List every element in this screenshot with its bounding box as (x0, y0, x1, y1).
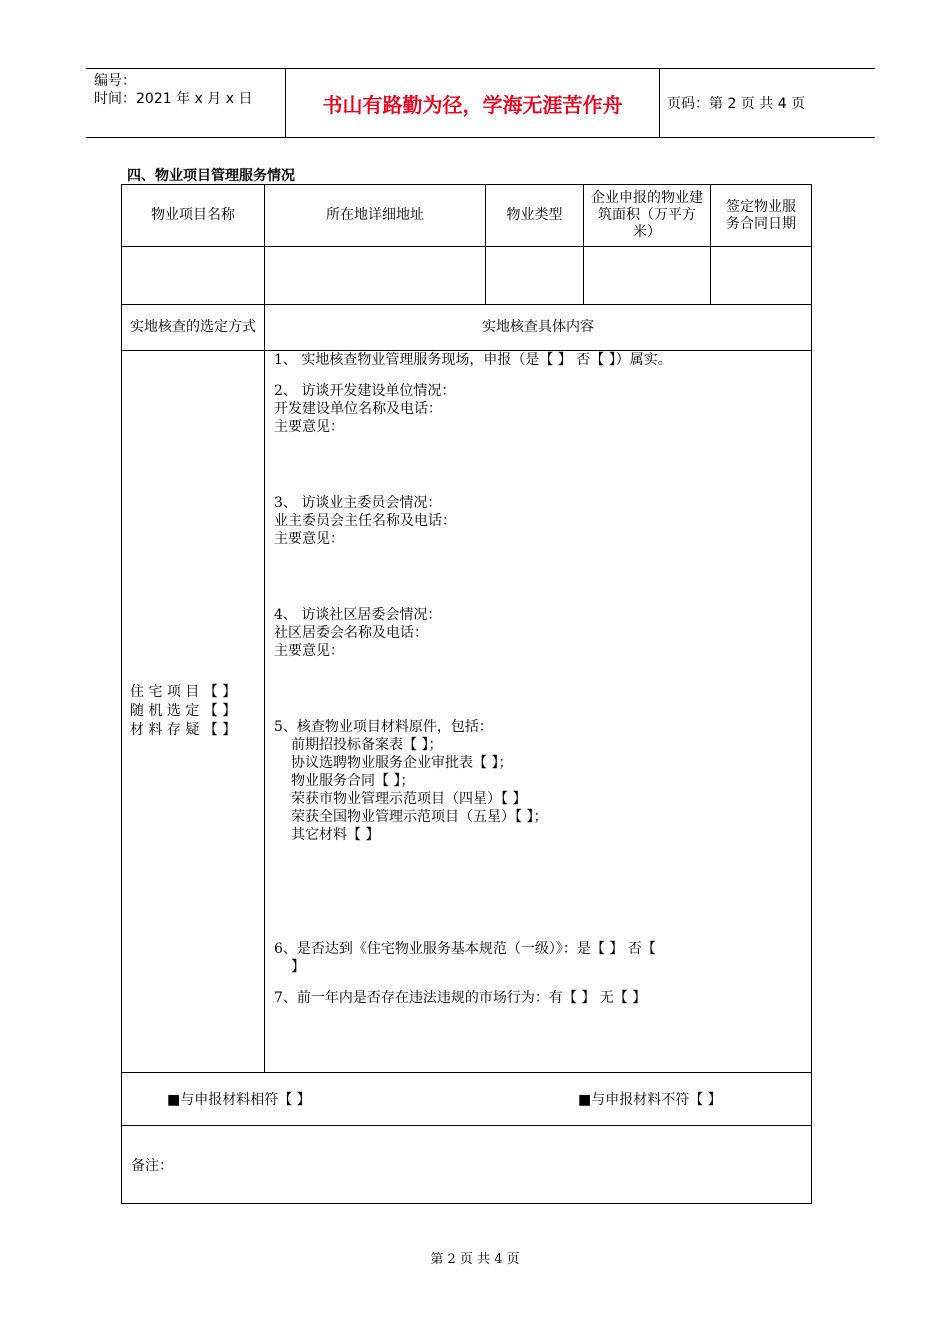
item-5-entry: 荣获市物业管理示范项目（四星）【 】 (291, 791, 527, 807)
remark-label: 备注： (131, 1157, 173, 1174)
section-title: 四、物业项目管理服务情况 (127, 168, 295, 184)
mismatch-option[interactable]: ■与申报材料不符【 】 (578, 1092, 722, 1108)
cell-contract-date-value[interactable] (711, 247, 812, 305)
item-3-line-2: 主要意见： (274, 531, 344, 547)
table-row (122, 247, 812, 305)
item-5-entry: 协议选聘物业服务企业审批表【 】； (291, 755, 513, 771)
col-header-contract-date: 签定物业服务合同日期 (711, 185, 812, 247)
selection-doubtful[interactable]: 材 料 存 疑 【 】 (130, 722, 237, 738)
item-2-line-2: 主要意见： (274, 419, 344, 435)
col-header-area: 企业申报的物业建筑面积（万平方米） (584, 185, 711, 247)
cell-area-value[interactable] (584, 247, 711, 305)
result-cell (122, 1073, 812, 1126)
col-header-address: 所在地详细地址 (265, 185, 486, 247)
table-header-row (122, 185, 812, 247)
page-footer: 第 2 页 共 4 页 (430, 1252, 520, 1267)
item-5-entry: 其它材料【 】 (291, 827, 380, 843)
item-4-line-2: 主要意见： (274, 643, 344, 659)
item-3-line-1: 业主委员会主任名称及电话： (274, 513, 456, 529)
col-header-name: 物业项目名称 (122, 185, 265, 247)
inspection-detail-row (122, 351, 812, 1073)
item-2-line-1: 开发建设单位名称及电话： (274, 401, 442, 417)
match-option[interactable]: ■与申报材料相符【 】 (167, 1092, 311, 1108)
property-service-table (121, 184, 812, 1204)
item-5-entry: 前期招投标备案表【 】； (291, 737, 443, 753)
page-header (86, 68, 875, 138)
cell-name-value[interactable] (122, 247, 265, 305)
inspect-content-header: 实地核查具体内容 (265, 305, 812, 351)
item-5-entry: 荣获全国物业管理示范项目（五星）【 】； (291, 809, 548, 825)
item-5-title: 5、核查物业项目材料原件，包括： (274, 719, 493, 735)
item-7: 7、前一年内是否存在违法违规的市场行为：有【 】 无【 】 (274, 990, 647, 1006)
page-number-label: 页码：第 2 页 共 4 页 (667, 96, 806, 112)
item-3-title: 3、 访谈业主委员会情况： (274, 495, 442, 511)
item-4-line-1: 社区居委会名称及电话： (274, 625, 428, 641)
item-1: 1、 实地核查物业管理服务现场，申报（是【 】 否【 】）属实。 (274, 352, 672, 368)
date-label: 时间：2021 年 x 月 x 日 (94, 91, 253, 107)
item-6: 6、是否达到《住宅物业服务基本规范（一级）》：是【 】 否【 (274, 941, 656, 957)
header-meta (86, 69, 285, 137)
code-label: 编号： (94, 73, 136, 89)
selection-random[interactable]: 随 机 选 定 【 】 (130, 703, 237, 719)
cell-type-value[interactable] (486, 247, 584, 305)
inspect-method-header: 实地核查的选定方式 (122, 305, 265, 351)
col-header-type: 物业类型 (486, 185, 584, 247)
header-motto: 书山有路勤为径，学海无涯苦作舟 (285, 69, 660, 137)
item-2-title: 2、 访谈开发建设单位情况： (274, 383, 456, 399)
inspection-header-row (122, 305, 812, 351)
result-row (122, 1073, 812, 1126)
remark-cell[interactable] (122, 1126, 812, 1204)
selection-residential[interactable]: 住 宅 项 目 【 】 (130, 684, 237, 700)
remark-row (122, 1126, 812, 1204)
selection-method-cell (122, 351, 265, 1073)
inspection-content-cell (265, 351, 812, 1073)
item-4-title: 4、 访谈社区居委会情况： (274, 607, 442, 623)
cell-address-value[interactable] (265, 247, 486, 305)
item-6-continued: 】 (291, 959, 305, 975)
item-5-entry: 物业服务合同【 】； (291, 773, 415, 789)
